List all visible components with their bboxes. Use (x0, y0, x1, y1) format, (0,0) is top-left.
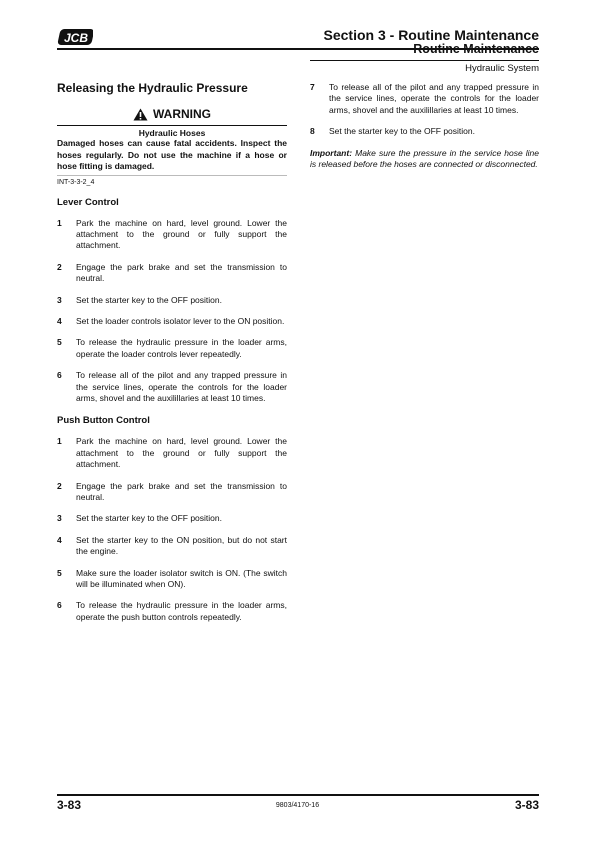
list-item: 3 Set the starter key to the OFF position. (57, 513, 222, 524)
list-item: 5 Make sure the loader isolator switch is ON. (The switch will be illuminated when ON). (57, 567, 287, 590)
page-title: Releasing the Hydraulic Pressure (57, 81, 248, 95)
warning-top-rule (57, 125, 287, 126)
right-column (310, 82, 539, 179)
warning-heading: Hydraulic Hoses (138, 128, 206, 138)
warning-bottom-rule (57, 175, 287, 176)
important-label: Important: (310, 147, 353, 158)
topic-rule (310, 60, 539, 61)
warning-triangle-icon (133, 108, 148, 121)
push-button-control-steps-left (57, 436, 287, 623)
list-item: 5 To release the hydraulic pressure in the loader arms, operate the loader controls lever repeatedly. (57, 337, 287, 359)
important-text: Make sure the pressure in the service hose line is released before the hoses are connected or disconnected. (310, 147, 539, 170)
lever-control-heading: Lever Control (57, 196, 119, 208)
list-item: 4 Set the loader controls isolator lever to the ON position. (57, 315, 285, 326)
document-number: 9803/4170-16 (275, 802, 320, 809)
page-number-right: 3-83 (514, 798, 539, 812)
warning-body: Damaged hoses can cause fatal accidents. Inspect the hoses regularly. Do not use the machine if a hose or hose fitting is damaged. (57, 138, 287, 171)
footer-rule (57, 794, 539, 796)
list-item: 2 Engage the park brake and set the transmission to neutral. (57, 480, 287, 502)
list-item: 7 To release all of the pilot and any trapped pressure in the service lines, operate the controls for the loader arms, shovel and the auxilillaries at least 10 times. (310, 82, 539, 115)
page-number-left: 3-83 (57, 798, 82, 812)
list-item: 8 Set the starter key to the OFF position. (310, 126, 475, 137)
subsection-title: Routine Maintenance (413, 42, 539, 56)
topic-label: Hydraulic System (465, 63, 539, 74)
warning-reference: INT-3-3-2_4 (57, 178, 95, 186)
jcb-logo (57, 27, 93, 47)
list-item: 3 Set the starter key to the OFF position. (57, 294, 222, 305)
list-item: 2 Engage the park brake and set the transmission to neutral. (57, 261, 287, 284)
warning-box (57, 107, 287, 176)
warning-label (57, 107, 287, 121)
header-rule (57, 48, 539, 50)
list-item: 6 To release the hydraulic pressure in the loader arms, operate the push button controls repeatedly. (57, 600, 287, 622)
list-item: 1 Park the machine on hard, level ground. Lower the attachment to the ground or fully support the attachment. (57, 217, 287, 251)
brand-text: JCB (63, 31, 89, 45)
section-title: Section 3 - Routine Maintenance (323, 27, 539, 43)
list-item: 1 Park the machine on hard, level ground. Lower the attachment to the ground or fully support the attachment. (57, 436, 287, 470)
warning-text: WARNING (153, 107, 211, 121)
important-note (310, 148, 539, 171)
push-button-control-heading: Push Button Control (57, 415, 150, 427)
lever-control-steps (57, 218, 287, 405)
left-column (57, 81, 287, 633)
list-item: 6 To release all of the pilot and any trapped pressure in the service lines, operate the controls for the loader arms, shovel and the auxilillaries at least 10 times. (57, 370, 287, 403)
list-item: 4 Set the starter key to the ON position, but do not start the engine. (57, 534, 287, 557)
